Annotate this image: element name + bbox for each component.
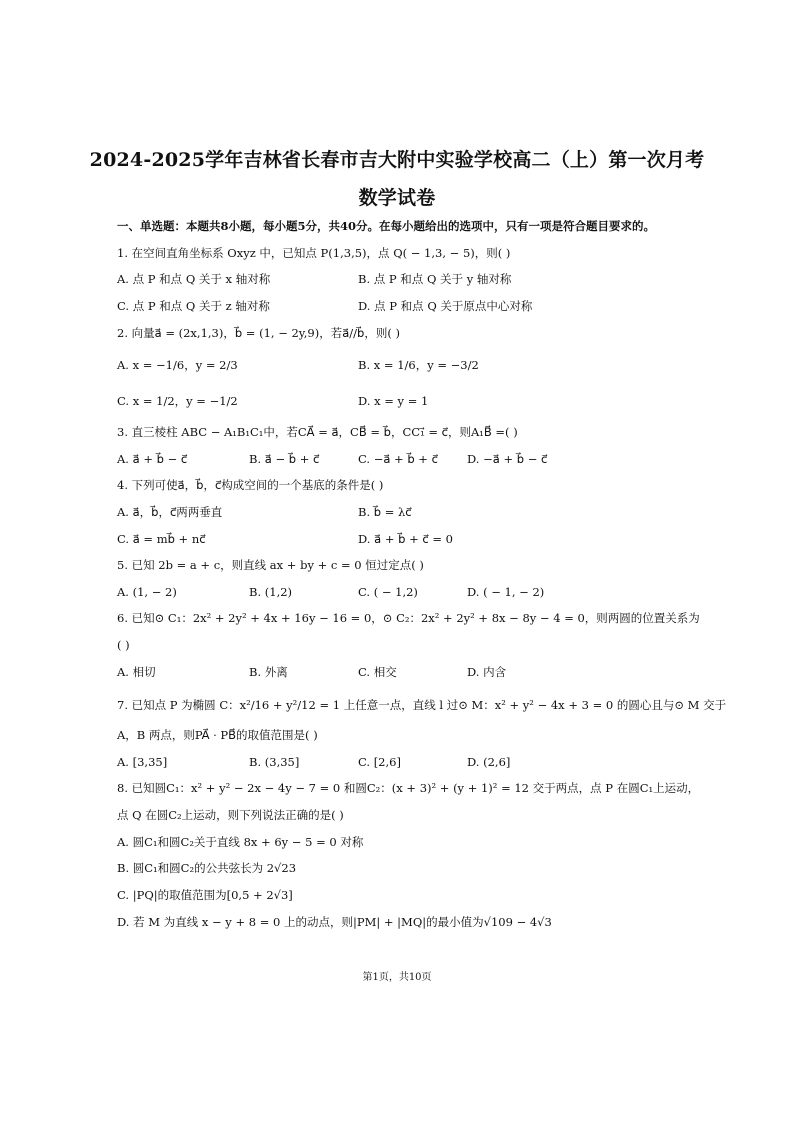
question-8-option-c: C. |PQ|的取值范围为[0,5 + 2√3]	[117, 888, 293, 902]
question-3-option-d: D. −a⃗ + b⃗ − c⃗	[467, 452, 548, 466]
exam-title: 2024-2025学年吉林省长春市吉大附中实验学校高二（上）第一次月考	[89, 149, 705, 171]
question-5-option-c: C. ( − 1,2)	[358, 585, 418, 599]
question-7-option-c: C. [2,6]	[358, 755, 401, 769]
question-8-stem-cont: 点 Q 在圆C₂上运动，则下列说法正确的是( )	[117, 808, 344, 822]
question-1-option-b: B. 点 P 和点 Q 关于 y 轴对称	[358, 272, 512, 286]
question-3-option-c: C. −a⃗ + b⃗ + c⃗	[358, 452, 438, 466]
question-8-stem: 8. 已知圆C₁：x² + y² − 2x − 4y − 7 = 0 和圆C₂：(x + 3)² + (y + 1)² = 12 交于两点，点 P 在圆C₁上运动，	[117, 781, 700, 795]
question-4-option-c: C. a⃗ = mb⃗ + nc⃗	[117, 532, 206, 546]
section-heading: 一、单选题：本题共8小题，每小题5分，共40分。在每小题给出的选项中，只有一项是符合题目要求的。	[117, 219, 656, 233]
question-7-stem: 7. 已知点 P 为椭圆 C：x²/16 + y²/12 = 1 上任意一点，直线 l 过⊙ M：x² + y² − 4x + 3 = 0 的圆心且与⊙ M 交于	[117, 698, 727, 712]
question-5-stem: 5. 已知 2b = a + c，则直线 ax + by + c = 0 恒过定点( )	[117, 558, 424, 572]
question-2-option-c: C. x = 1/2，y = −1/2	[117, 394, 238, 408]
question-1-option-c: C. 点 P 和点 Q 关于 z 轴对称	[117, 299, 270, 313]
question-6-option-b: B. 外离	[249, 665, 288, 679]
question-1-option-a: A. 点 P 和点 Q 关于 x 轴对称	[117, 272, 271, 286]
question-2-option-b: B. x = 1/6，y = −3/2	[358, 358, 479, 372]
question-8-option-a: A. 圆C₁和圆C₂关于直线 8x + 6y − 5 = 0 对称	[117, 835, 364, 849]
question-7-option-b: B. (3,35]	[249, 755, 300, 769]
question-4-option-d: D. a⃗ + b⃗ + c⃗ = 0	[358, 532, 453, 546]
question-6-option-a: A. 相切	[117, 665, 156, 679]
question-1-option-d: D. 点 P 和点 Q 关于原点中心对称	[358, 299, 533, 313]
question-7-stem-cont: A，B 两点，则PA⃗ · PB⃗的取值范围是( )	[117, 728, 318, 742]
question-3-option-a: A. a⃗ + b⃗ − c⃗	[117, 452, 188, 466]
question-8-option-b: B. 圆C₁和圆C₂的公共弦长为 2√23	[117, 861, 297, 875]
question-6-option-c: C. 相交	[358, 665, 397, 679]
question-7-option-d: D. (2,6]	[467, 755, 511, 769]
question-3-option-b: B. a⃗ − b⃗ + c⃗	[249, 452, 320, 466]
question-2-option-a: A. x = −1/6，y = 2/3	[117, 358, 238, 372]
question-6-stem: 6. 已知⊙ C₁：2x² + 2y² + 4x + 16y − 16 = 0，⊙ C₂：2x² + 2y² + 8x − 8y − 4 = 0，则两圆的位置关系为	[117, 611, 700, 625]
question-4-stem: 4. 下列可使a⃗，b⃗，c⃗构成空间的一个基底的条件是( )	[117, 478, 384, 492]
question-4-option-a: A. a⃗，b⃗，c⃗两两垂直	[117, 505, 223, 519]
question-5-option-a: A. (1, − 2)	[117, 585, 177, 599]
exam-subtitle: 数学试卷	[358, 187, 436, 209]
question-5-option-d: D. ( − 1, − 2)	[467, 585, 545, 599]
question-8-option-d: D. 若 M 为直线 x − y + 8 = 0 上的动点，则|PM| + |MQ|的最小值为√109 − 4√3	[117, 915, 552, 929]
question-6-option-d: D. 内含	[467, 665, 507, 679]
question-6-stem-cont: ( )	[117, 638, 130, 652]
question-1-stem: 1. 在空间直角坐标系 Oxyz 中，已知点 P(1,3,5)，点 Q( − 1,3, − 5)，则( )	[117, 246, 511, 260]
question-3-stem: 3. 直三棱柱 ABC − A₁B₁C₁中，若CA⃗ = a⃗，CB⃗ = b⃗，CC₁⃗ = c⃗，则A₁B⃗ =( )	[117, 425, 518, 439]
question-7-option-a: A. [3,35]	[117, 755, 168, 769]
page-footer: 第1页，共10页	[362, 972, 432, 983]
question-2-option-d: D. x = y = 1	[358, 394, 429, 408]
question-2-stem: 2. 向量a⃗ = (2x,1,3)，b⃗ = (1, − 2y,9)，若a⃗//b⃗，则( )	[117, 326, 400, 340]
question-5-option-b: B. (1,2)	[249, 585, 293, 599]
question-4-option-b: B. b⃗ = λc⃗	[358, 505, 412, 519]
